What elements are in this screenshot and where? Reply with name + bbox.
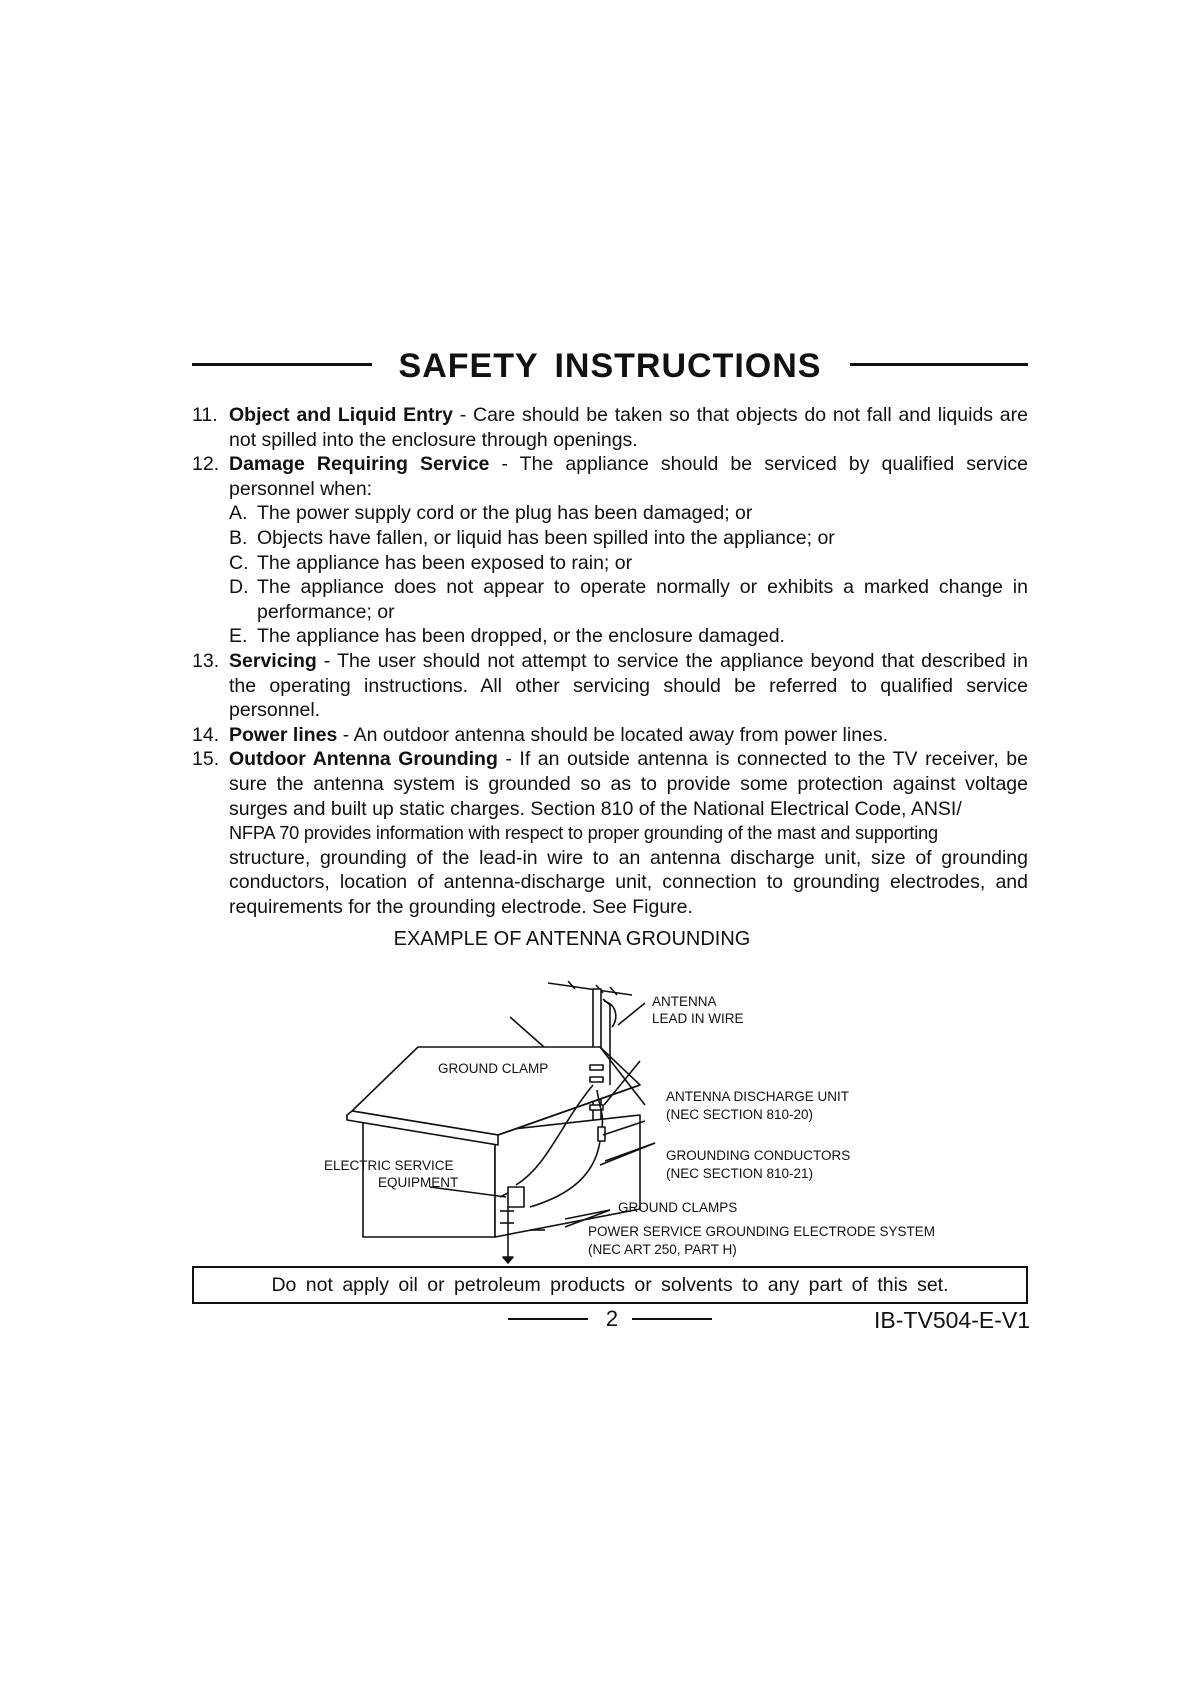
- item-paragraph-rest: structure, grounding of the lead-in wire to an antenna discharge unit, size of grounding conductors, location of antenna-discharge unit, connection to grounding electrodes, and requirements for the grounding electrode. See Figure.: [229, 846, 1028, 918]
- item-text: - Care should be taken so that objects do not fall and liquids are not spilled into the enclosure through openings.: [229, 404, 1028, 451]
- sub-item-letter: E.: [229, 625, 248, 648]
- header-rule-right: [850, 363, 1028, 366]
- page-number: 2: [605, 1306, 619, 1331]
- sub-item-text: The appliance does not appear to operate normally or exhibits a marked change in performance; or: [257, 576, 1028, 623]
- item-heading: Object and Liquid Entry: [229, 404, 453, 426]
- label-grounding-conductors: GROUNDING CONDUCTORS: [666, 1148, 851, 1163]
- item-number: 14.: [192, 723, 220, 746]
- instruction-item-14: [192, 723, 1028, 748]
- item-heading: Damage Requiring Service: [229, 453, 490, 476]
- sub-item-text: The appliance has been exposed to rain; or: [257, 551, 633, 574]
- page-header: [192, 344, 1028, 388]
- label-electrode-system-ref: (NEC ART 250, PART H): [588, 1242, 737, 1257]
- sub-item-letter: D.: [229, 576, 249, 599]
- item-text: - If an outside antenna is connected to the TV receiver, be sure the antenna system is grounded so as to provide some protection against voltage surges and built up static charges. Section 810 of the National Electrical Code, ANSI/: [229, 748, 1028, 820]
- instruction-item-13: [192, 649, 1028, 723]
- item-heading: Servicing: [229, 649, 317, 672]
- ground-clamp: [590, 1065, 603, 1070]
- antenna-grounding-diagram: [300, 965, 1000, 1265]
- item-text: - The appliance should be serviced by qualified service personnel when:: [229, 453, 1029, 500]
- antenna-crossbar: [548, 983, 632, 995]
- instruction-item-12: [192, 452, 1028, 649]
- sub-item-e: [229, 624, 1028, 649]
- item-text: - The user should not attempt to service the appliance beyond that described in the operating instructions. All other servicing should be referred to qualified service personnel.: [229, 649, 1028, 722]
- item-paragraph: [229, 452, 1028, 501]
- label-discharge-unit: ANTENNA DISCHARGE UNIT: [666, 1089, 850, 1104]
- item-paragraph: [229, 747, 1028, 821]
- sub-item-text: The appliance has been dropped, or the enclosure damaged.: [257, 625, 785, 648]
- sub-item-letter: B.: [229, 526, 248, 549]
- sub-item-c: [229, 551, 1028, 576]
- item-number: 11.: [192, 404, 218, 426]
- label-equipment: EQUIPMENT: [378, 1175, 459, 1190]
- safety-instructions-list: [192, 403, 1028, 919]
- item-body: [229, 723, 1028, 748]
- item-body: [229, 747, 1028, 919]
- label-electrode-system: POWER SERVICE GROUNDING ELECTRODE SYSTEM: [588, 1224, 936, 1239]
- item-heading: Power lines: [229, 723, 338, 746]
- figure-caption: EXAMPLE OF ANTENNA GROUNDING: [393, 928, 751, 950]
- item-body: [229, 649, 1028, 723]
- label-electric-service: ELECTRIC SERVICE: [324, 1158, 454, 1173]
- label-antenna: ANTENNA: [652, 994, 717, 1009]
- item-number: 13.: [192, 649, 220, 672]
- document-code: IB-TV504-E-V1: [874, 1307, 1030, 1333]
- item-body: [229, 403, 1028, 452]
- label-discharge-unit-ref: (NEC SECTION 810-20): [666, 1107, 814, 1122]
- item-number: 12.: [192, 453, 220, 476]
- sub-item-d: [229, 575, 1028, 624]
- item-paragraph: [229, 723, 1028, 748]
- footer-rule-left: [508, 1318, 588, 1320]
- notice-box: [192, 1266, 1028, 1304]
- instruction-item-11: [192, 403, 1028, 452]
- item-body: [229, 452, 1028, 649]
- electric-service-box: [508, 1187, 524, 1207]
- label-ground-clamp: GROUND CLAMP: [438, 1061, 549, 1076]
- sub-item-letter: C.: [229, 551, 249, 574]
- sub-item-text: Objects have fallen, or liquid has been spilled into the appliance; or: [257, 526, 835, 549]
- sub-item-letter: A.: [229, 502, 248, 525]
- item-number: 15.: [192, 748, 220, 771]
- header-rule-left: [192, 363, 372, 366]
- label-lead-in-wire: LEAD IN WIRE: [652, 1011, 744, 1026]
- item-paragraph-condensed: NFPA 70 provides information with respect to proper grounding of the mast and supporting: [229, 823, 938, 844]
- page-title: SAFETY INSTRUCTIONS: [395, 347, 826, 386]
- notice-text: Do not apply oil or petroleum products or solvents to any part of this set.: [271, 1273, 949, 1296]
- item-text: - An outdoor antenna should be located away from power lines.: [337, 723, 889, 746]
- item-paragraph: [229, 403, 1028, 452]
- sub-item-text: The power supply cord or the plug has been damaged; or: [257, 502, 753, 525]
- footer-rule-right: [632, 1318, 712, 1320]
- sub-item-b: [229, 526, 1028, 551]
- label-ground-clamps: GROUND CLAMPS: [618, 1200, 738, 1215]
- sub-item-a: [229, 501, 1028, 526]
- item-paragraph: [229, 649, 1028, 723]
- item-heading: Outdoor Antenna Grounding: [229, 748, 498, 771]
- label-grounding-conductors-ref: (NEC SECTION 810-21): [666, 1166, 814, 1181]
- instruction-item-15: [192, 747, 1028, 919]
